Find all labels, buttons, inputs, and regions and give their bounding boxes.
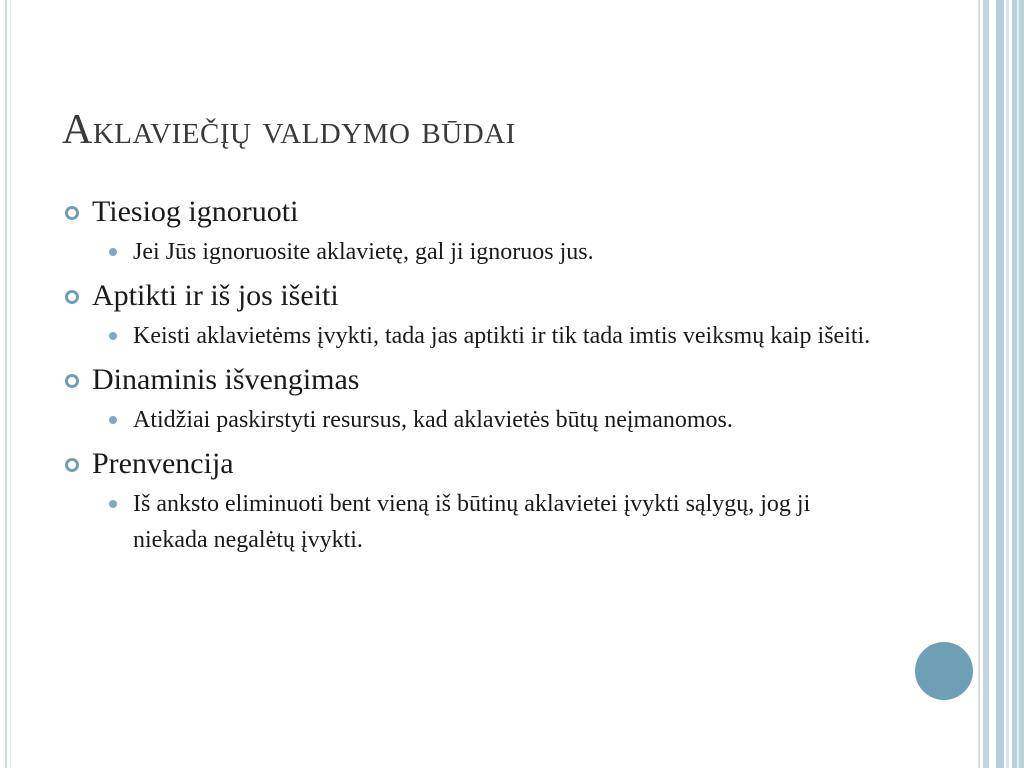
ring-bullet-icon [65,206,79,220]
sub-item [62,234,882,270]
right-decor-stripe [983,0,989,768]
ring-bullet-icon [65,458,79,472]
list-item [62,276,882,316]
right-decor-stripe [978,0,980,768]
sub-item-text: Atidžiai paskirstyti resursus, kad aklavietės būtų neįmanomos. [133,407,733,433]
decor-circle [913,640,975,702]
dot-bullet-icon [109,500,117,508]
right-decor-stripe [1006,0,1009,768]
sub-item-text: Keisti aklavietėms įvykti, tada jas aptikti ir tik tada imtis veiksmų kaip išeiti. [133,323,871,349]
left-border-line [10,0,11,768]
dot-bullet-icon [109,332,117,340]
item-heading: Prenvencija [92,447,234,480]
sub-item [62,402,882,438]
ring-bullet-icon [65,290,79,304]
sub-item-text: Jei Jūs ignoruosite aklavietę, gal ji ignoruos jus. [133,239,594,265]
sub-item-text: Iš anksto eliminuoti bent vieną iš būtinų aklavietei įvykti sąlygų, jog ji niekada negalėtų įvykti. [133,491,811,553]
item-heading: Tiesiog ignoruoti [92,195,299,228]
dot-bullet-icon [109,416,117,424]
slide-title: Aklaviečįų valdymo būdai [62,107,516,153]
sub-item [62,318,882,354]
sub-item [62,486,882,558]
item-heading: Dinaminis išvengimas [92,363,360,396]
right-decor-stripe [1017,0,1019,768]
dot-bullet-icon [109,248,117,256]
item-heading: Aptikti ir iš jos išeiti [92,279,339,312]
right-decor-stripe [996,0,1004,768]
list-item [62,360,882,400]
list-item [62,192,882,232]
left-border-line [5,0,7,768]
bullet-list [62,186,882,564]
ring-bullet-icon [65,374,79,388]
list-item [62,444,882,484]
